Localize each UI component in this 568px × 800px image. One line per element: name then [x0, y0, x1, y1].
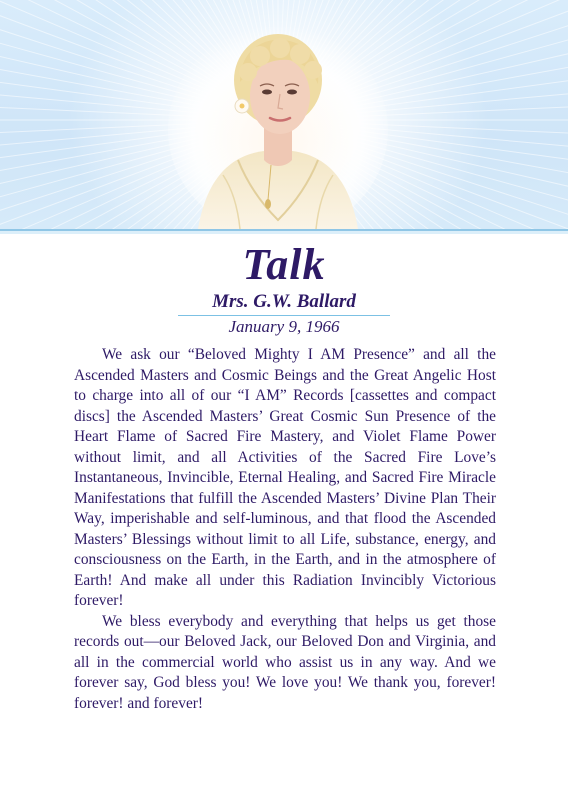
body-paragraph: We ask our “Beloved Mighty I AM Presence” and all the Ascended Masters and Cosmic Beings and the Great Angelic Host to charge into all of our “I AM” Records [cassettes and compact discs] the Ascended Masters’ Great Cosmic Sun Presence of the Heart Flame of Sacred Fire Mastery, and Violet Flame Power without limit, and all Activities of the Sacred Fire Love’s Instantaneous, Invincible, Eternal Healing, and Sacred Fire Miracle Manifestations that fulfill the Ascended Masters’ Divine Plan Their Way, imperishable and self-luminous, and that flood the Ascended Masters’ Blessings without limit to all Life, substance, energy, and consciousness on the Earth, in the Earth, and in the atmosphere of Earth! And make all under this Radiation Invincibly Victorious forever!	[74, 346, 496, 609]
body-paragraph: We bless everybody and everything that helps us get those records out—our Beloved Jack, our Beloved Don and Virginia, and all in the commercial world who assist us in any way. And we forever say, God bless you! We love you! We thank you, forever! forever! and forever!	[74, 612, 496, 712]
portrait-image	[168, 10, 388, 229]
talk-date: January 9, 1966	[228, 317, 340, 336]
page-title: Talk	[242, 240, 326, 289]
author-name: Mrs. G.W. Ballard	[212, 291, 356, 312]
header-banner	[0, 0, 568, 229]
header-divider-highlight	[0, 231, 568, 234]
talk-body	[74, 345, 496, 714]
